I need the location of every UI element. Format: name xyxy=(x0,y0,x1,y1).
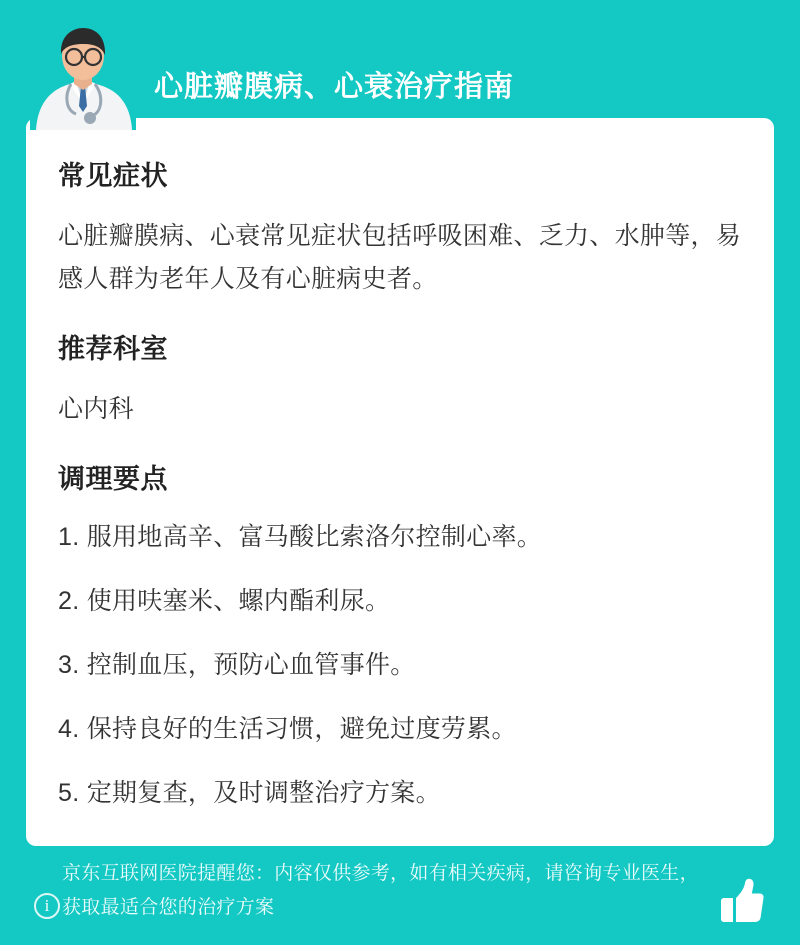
list-item-label: 控制血压，预防心血管事件。 xyxy=(86,651,416,679)
list-item-number: 1. xyxy=(58,523,80,551)
page-title: 心脏瓣膜病、心衰治疗指南 xyxy=(154,71,515,103)
list-item-label: 使用呋塞米、螺内酯利尿。 xyxy=(86,587,391,615)
page-header xyxy=(26,22,774,118)
list-item xyxy=(58,646,742,684)
list-item-number: 5. xyxy=(58,779,80,807)
disclaimer-text: 京东互联网医院提醒您：内容仅供参考，如有相关疾病，请咨询专业医生，获取最适合您的治疗方案 xyxy=(62,863,699,918)
section-heading-symptoms: 常见症状 xyxy=(58,161,168,191)
section-text-symptoms: 心脏瓣膜病、心衰常见症状包括呼吸困难、乏力、水肿等，易感人群为老年人及有心脏病史者。 xyxy=(58,222,742,293)
list-item-label: 保持良好的生活习惯，避免过度劳累。 xyxy=(86,715,517,743)
list-item-number: 4. xyxy=(58,715,80,743)
list-item xyxy=(58,774,742,812)
list-item-number: 2. xyxy=(58,587,80,615)
list-item-label: 定期复查，及时调整治疗方案。 xyxy=(86,779,441,807)
section-heading-tips: 调理要点 xyxy=(58,464,168,494)
content-card xyxy=(26,118,774,846)
section-text-department: 心内科 xyxy=(58,395,134,423)
doctor-avatar-photo-icon xyxy=(30,26,136,130)
page-footer xyxy=(0,827,800,945)
list-item-number: 3. xyxy=(58,651,80,679)
tips-list xyxy=(58,518,742,812)
list-item xyxy=(58,710,742,748)
list-item xyxy=(58,582,742,620)
list-item-label: 服用地高辛、富马酸比索洛尔控制心率。 xyxy=(86,523,543,551)
list-item xyxy=(58,518,742,556)
section-heading-department: 推荐科室 xyxy=(58,334,168,364)
info-circle-icon: i xyxy=(34,893,60,919)
thumbs-up-icon[interactable] xyxy=(720,877,764,925)
